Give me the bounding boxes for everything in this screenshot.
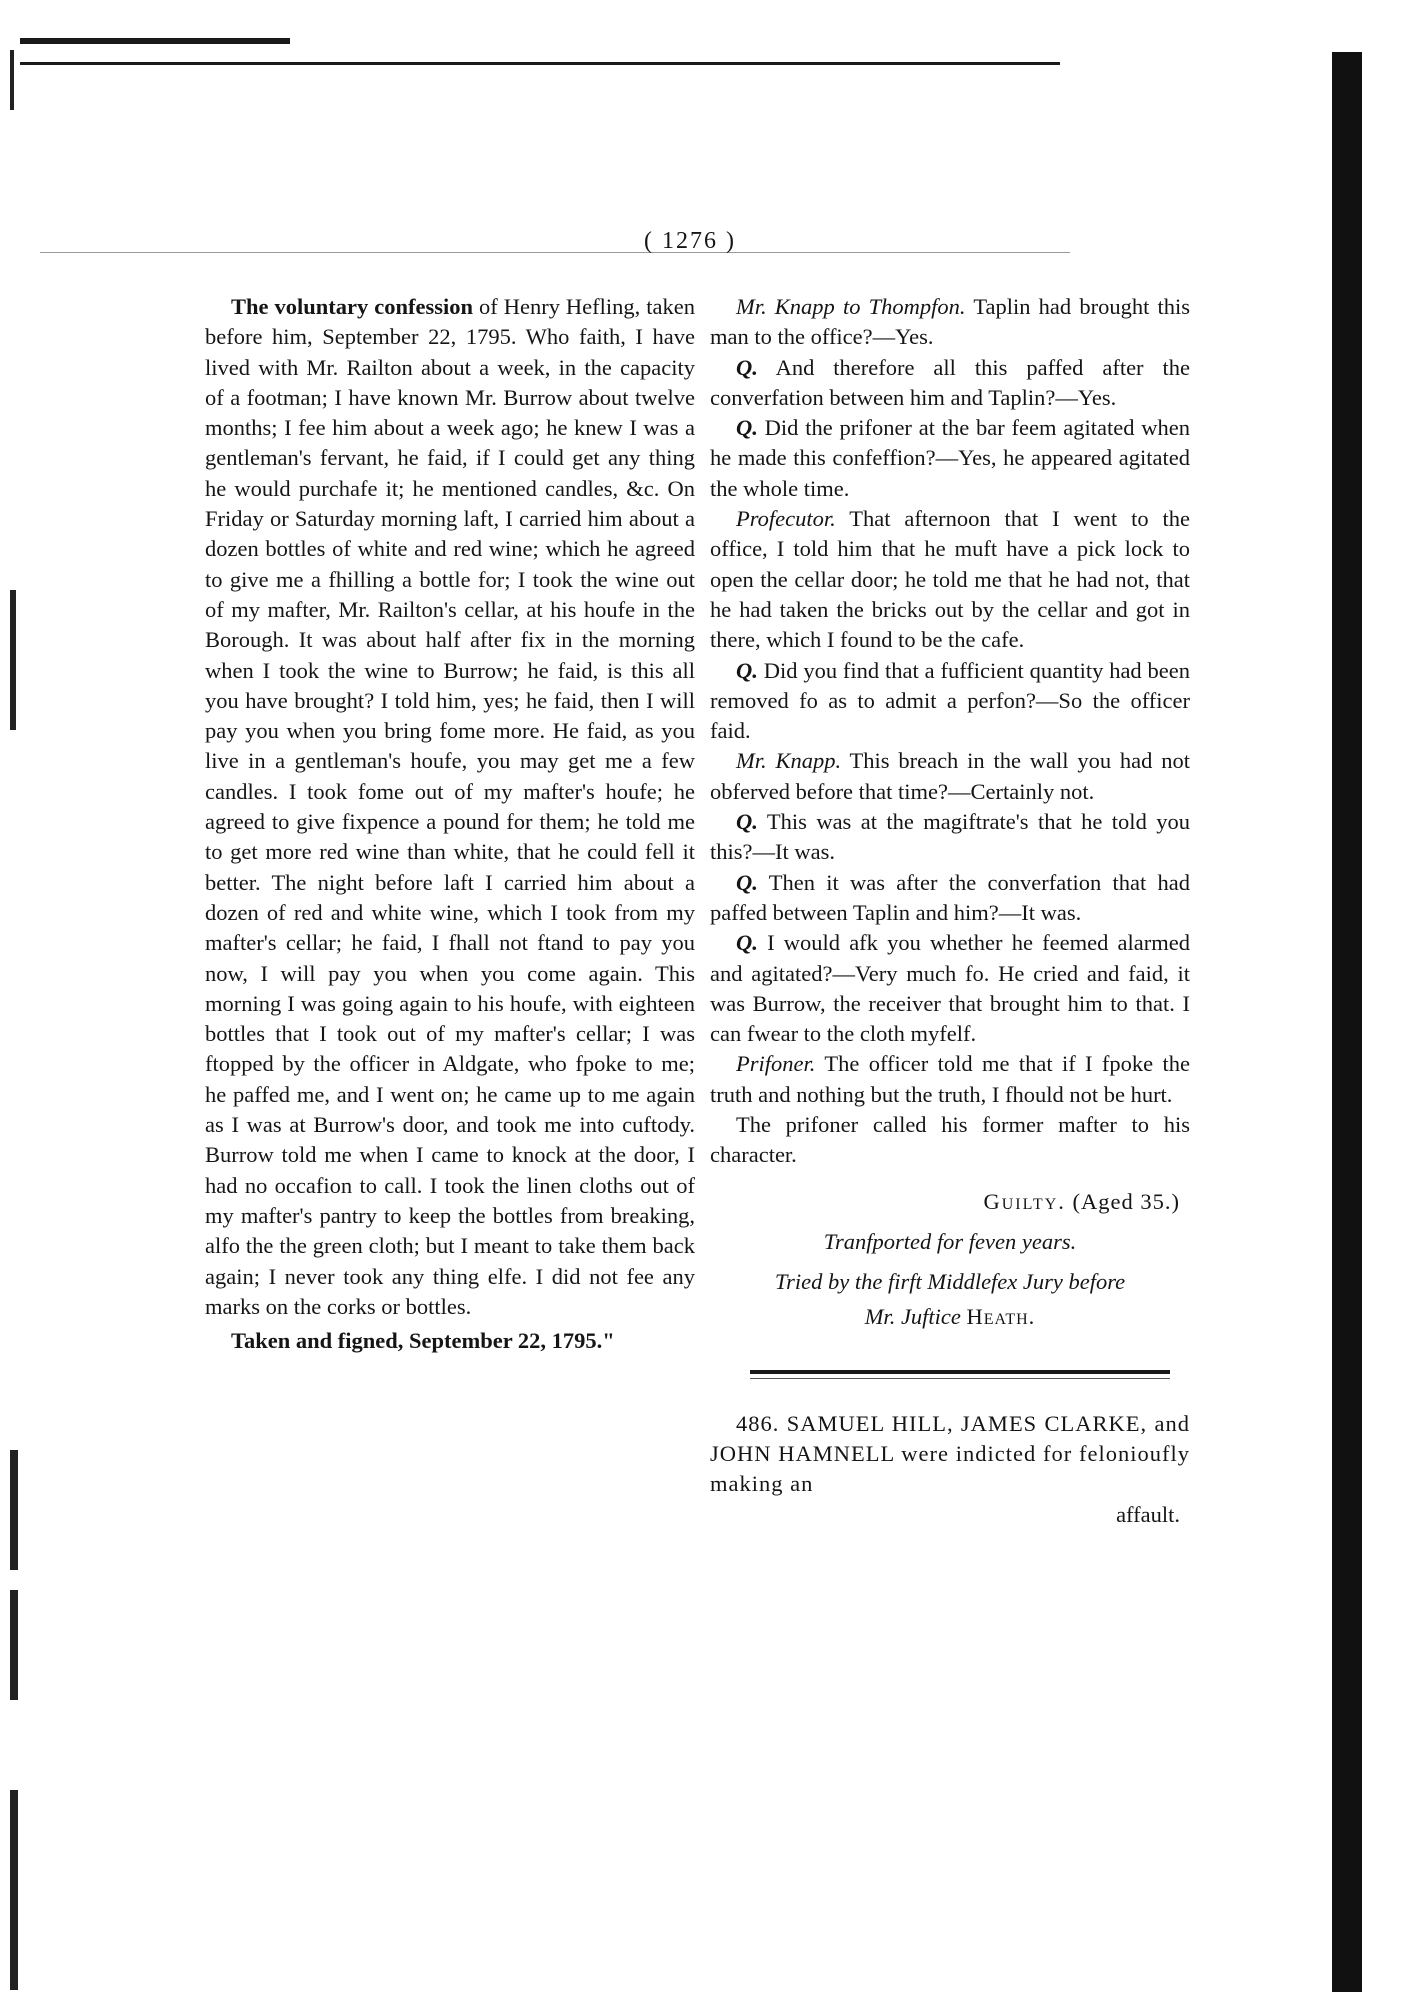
question-mark-label: Q. xyxy=(736,415,758,441)
right-column xyxy=(710,292,1190,1530)
testimony-text: Then it was after the converfation that had paffed between Taplin and him?—It was. xyxy=(710,869,1190,925)
testimony-paragraph xyxy=(710,504,1190,655)
question-mark-label: Q. xyxy=(736,809,758,835)
left-margin-scan-marks xyxy=(10,30,40,1990)
verdict-word: Guilty. xyxy=(983,1188,1066,1214)
question-mark-label: Q. xyxy=(736,930,758,956)
testimony-text: The officer told me that if I fpoke the truth and nothing but the truth, I fhould not be hurt. xyxy=(710,1051,1190,1107)
left-column xyxy=(205,292,695,1356)
case-divider-rule-thin xyxy=(750,1378,1170,1379)
case-divider-rule xyxy=(750,1370,1170,1374)
testimony-paragraph xyxy=(710,868,1190,929)
question-mark-label: Q. xyxy=(736,869,758,895)
next-case-text: 486. SAMUEL HILL, JAMES CLARKE, and JOHN HAMNELL were indicted for felonioufly making an xyxy=(710,1410,1190,1497)
confession-opening: The voluntary confession xyxy=(231,294,473,319)
speaker-label: Mr. Knapp. xyxy=(736,748,842,774)
speaker-label: Prifoner. xyxy=(736,1051,816,1077)
testimony-text: I would afk you whether he feemed alarmed and agitated?—Very much fo. He cried and faid, it was Burrow, the receiver that brought him to that. I can fwear to the cloth myfelf. xyxy=(710,930,1190,1047)
question-mark-label: Q. xyxy=(736,657,758,683)
tried-by-line: Tried by the firft Middlefex Jury before xyxy=(774,1269,1126,1295)
testimony-paragraph xyxy=(710,746,1190,807)
testimony-text: This was at the magiftrate's that he told you this?—It was. xyxy=(710,809,1190,865)
question-mark-label: Q. xyxy=(736,354,758,380)
next-case-heading xyxy=(710,1409,1190,1500)
testimony-paragraph xyxy=(710,656,1190,747)
testimony-text: And therefore all this paffed after the converfation between him and Taplin?—Yes. xyxy=(710,354,1190,410)
speaker-label: Mr. Knapp to Thompfon. xyxy=(736,294,966,319)
prisoner-age: (Aged 35.) xyxy=(1072,1188,1180,1214)
header-dotted-rule xyxy=(40,252,1070,253)
testimony-paragraph xyxy=(710,1049,1190,1110)
confession-paragraph xyxy=(205,292,695,1322)
testimony-text: Did you find that a fufficient quantity had been removed fo as to admit a perfon?—So the officer faid. xyxy=(710,657,1190,744)
judge-line xyxy=(710,1302,1190,1332)
testimony-paragraph xyxy=(710,353,1190,414)
testimony-text: This breach in the wall you had not obferved before that time?—Certainly not. xyxy=(710,748,1190,804)
character-witness-paragraph: The prifoner called his former mafter to his character. xyxy=(710,1112,1190,1168)
confession-signed-line: Taken and figned, September 22, 1795." xyxy=(231,1328,615,1354)
top-scan-rule xyxy=(20,62,1060,65)
confession-body: of Henry Hefling, taken before him, September 22, 1795. Who faith, I have lived with Mr. Railton about a week, in the capacity of a footman; I have known Mr. Burrow about twelve months; I fee him about a week ago; he knew I was a gentleman's fervant, he faid, if I could get any thing he would purchafe it; he mentioned candles, &c. On Friday or Saturday morning laft, I carried him about a dozen bottles of white and red wine; which he agreed to give me a fhilling a bottle for; I took the wine out of my mafter, Mr. Railton's cellar, at his houfe in the Borough. It was about half after fix in the morning when I took the wine to Burrow; he faid, is this all you have brought? I told him, yes; he faid, then I will pay you when you bring fome more. He faid, as you live in a gentleman's houfe, you may get me a few candles. I took fome out of my mafter's houfe; he agreed to give fixpence a pound for them; he told me to get more red wine than white, that he could fell it better. The night before laft I carried him about a dozen of red and white wine, which I took from my mafter's cellar; he faid, I fhall not ftand to pay you now, I will pay you when you come again. This morning I was going again to his houfe, with eighteen bottles that I took out of my mafter's cellar; I was ftopped by the officer in Aldgate, who fpoke to me; he paffed me, and I went on; he came up to me again as I was at Burrow's door, and took me into cuftody. Burrow told me when I came to knock at the door, I had no occafion to call. I took the linen cloths out of my mafter's pantry to keep the bottles from breaking, alfo the the green cloth; but I meant to take them back again; I never took any thing elfe. I did not fee any marks on the corks or bottles. xyxy=(205,294,695,1319)
verdict-line xyxy=(710,1187,1190,1217)
testimony-paragraph xyxy=(710,928,1190,1049)
page-edge-shadow xyxy=(1332,52,1362,1992)
page-folio: ( 1276 ) xyxy=(644,228,736,254)
testimony-text: That afternoon that I went to the office, I told him that he muft have a pick lock to open the cellar door; he told me that he had not, that he had taken the bricks out by the cellar and got in there, which I found to be the cafe. xyxy=(710,506,1190,653)
testimony-paragraph xyxy=(710,807,1190,868)
sentence-line: Tranfported for feven years. xyxy=(823,1228,1077,1254)
testimony-paragraph xyxy=(710,413,1190,504)
speaker-label: Profecutor. xyxy=(736,506,836,532)
testimony-text: Taplin had brought this man to the office?—Yes. xyxy=(710,294,1191,350)
testimony-paragraph xyxy=(710,292,1190,353)
judge-name: Heath. xyxy=(966,1303,1036,1329)
testimony-text: Did the prifoner at the bar feem agitated when he made this confeffion?—Yes, he appeared agitated the whole time. xyxy=(710,415,1190,501)
next-case-catchword: affault. xyxy=(1116,1501,1180,1527)
top-scan-rule-thick xyxy=(20,38,290,44)
judge-title: Mr. Juftice xyxy=(864,1303,961,1329)
